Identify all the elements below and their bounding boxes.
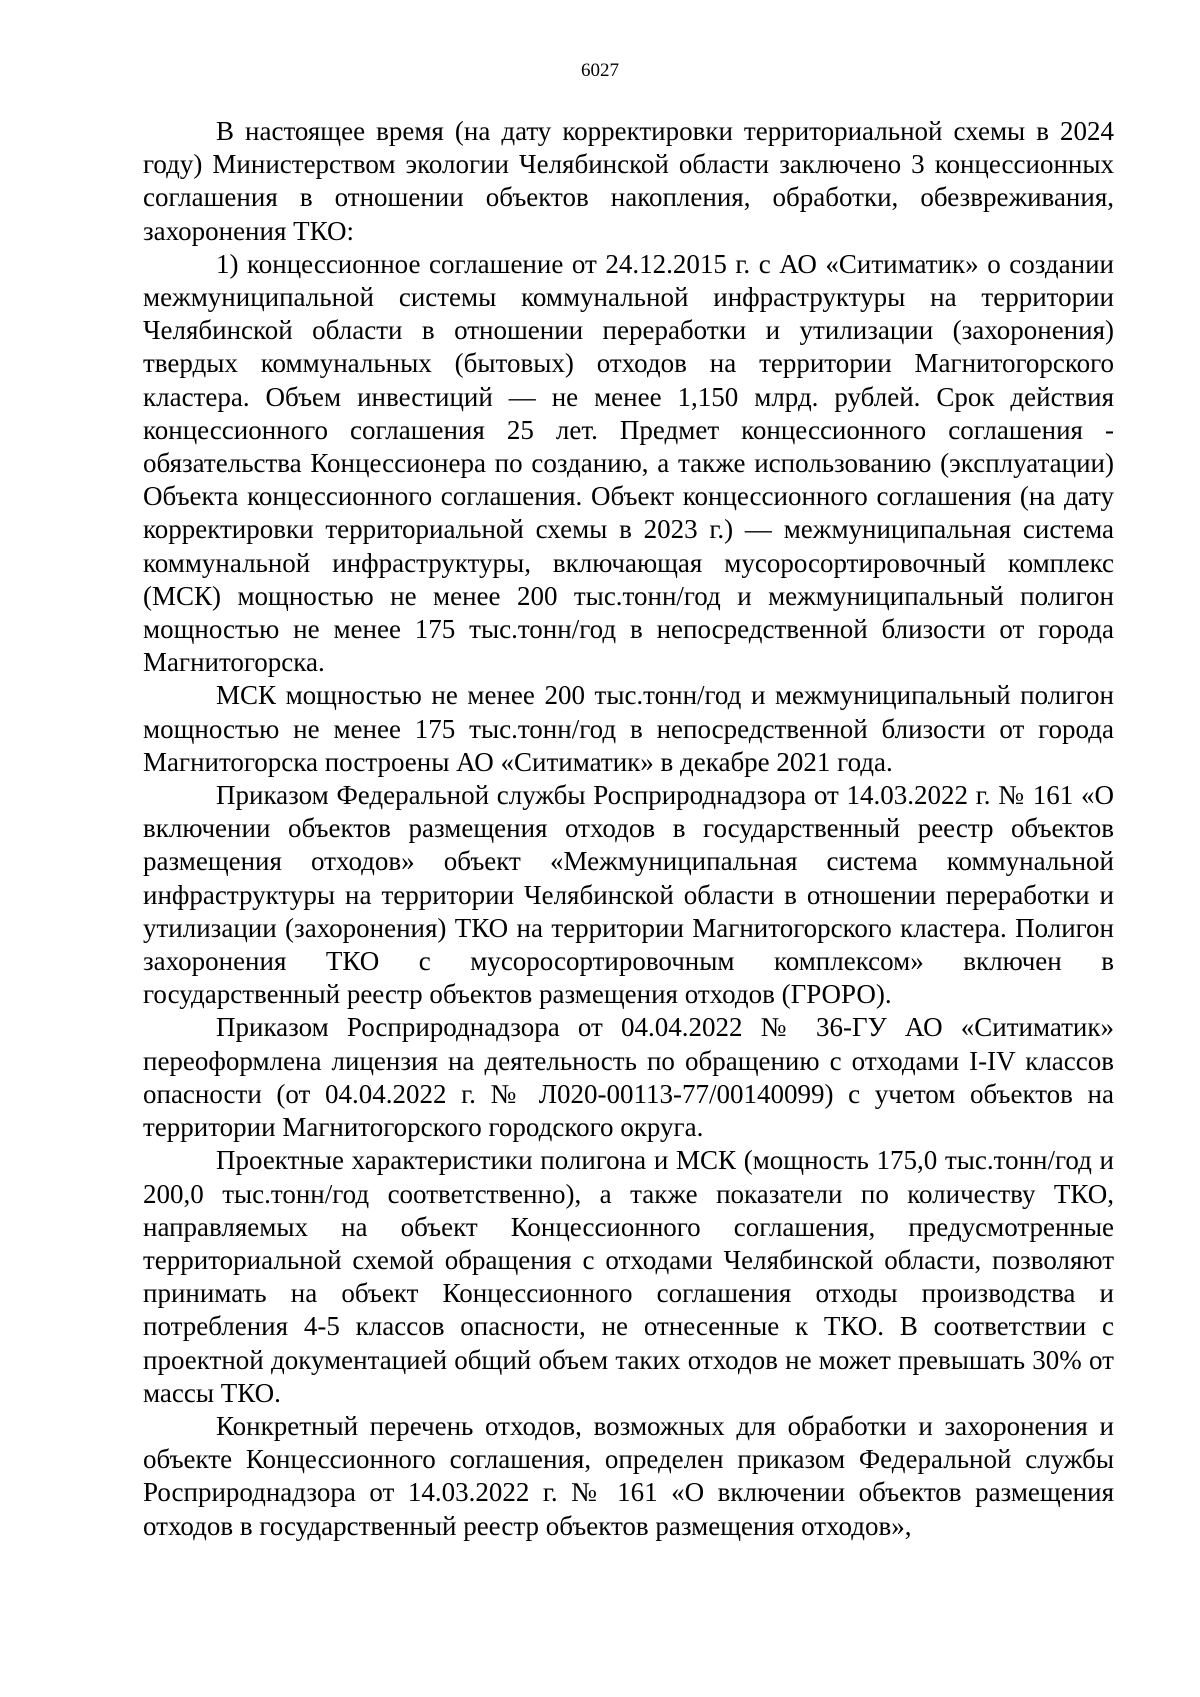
paragraph-order-161: Приказом Федеральной службы Росприроднадзора от 14.03.2022 г. № 161 «О включении объектов размещения отходов в государственный реестр объектов размещения отходов» объект «Межмуниципальная система коммунальной инфраструктуры на территории Челябинской области в отношении переработки и утилизации (захоронения) ТКО на территории Магнитогорского кластера. Полигон захоронения ТКО с мусоросортировочным комплексом» включен в государственный реестр объектов размещения отходов (ГРОРО). <box>143 780 1114 1010</box>
page-number: 6027 <box>581 60 619 81</box>
paragraph-license: Приказом Росприроднадзора от 04.04.2022 № 36-ГУ АО «Ситиматик» переоформлена лицензия на деятельность по обращению с отходами I-IV классов опасности (от 04.04.2022 г. № Л020-00113-77/00140099) с учетом объектов на территории Магнитогорского городского округа. <box>143 1012 1114 1143</box>
paragraph-concession-1: 1) концессионное соглашение от 24.12.2015 г. с АО «Ситиматик» о создании межмуниципальной системы коммунальной инфраструктуры на территории Челябинской области в отношении переработки и утилизации (захоронения) твердых коммунальных (бытовых) отходов на территории Магнитогорского кластера. Объем инвестиций — не менее 1,150 млрд. рублей. Срок действия концессионного соглашения 25 лет. Предмет концессионного соглашения - обязательства Концессионера по созданию, а также использованию (эксплуатации) Объекта концессионного соглашения. Объект концессионного соглашения (на дату корректировки территориальной схемы в 2023 г.) — межмуниципальная система коммунальной инфраструктуры, включающая мусоросортировочный комплекс (МСК) мощностью не менее 200 тыс.тонн/год и межмуниципальный полигон мощностью не менее 175 тыс.тонн/год в непосредственной близости от города Магнитогорска. <box>143 248 1114 678</box>
paragraph-intro: В настоящее время (на дату корректировки территориальной схемы в 2024 году) Министерством экологии Челябинской области заключено 3 концессионных соглашения в отношении объектов накопления, обработки, обезвреживания, захоронения ТКО: <box>143 116 1114 246</box>
paragraph-waste-list: Конкретный перечень отходов, возможных для обработки и захоронения и объекте Концессионного соглашения, определен приказом Федеральной службы Росприроднадзора от 14.03.2022 г. № 161 «О включении объектов размещения отходов в государственный реестр объектов размещения отходов», <box>143 1410 1114 1541</box>
paragraph-design-characteristics: Проектные характеристики полигона и МСК (мощность 175,0 тыс.тонн/год и 200,0 тыс.тонн/год соответственно), а также показатели по количеству ТКО, направляемых на объект Концессионного соглашения, предусмотренные территориальной схемой обращения с отходами Челябинской области, позволяют принимать на объект Концессионного соглашения отходы производства и потребления 4-5 классов опасности, не отнесенные к ТКО. В соответствии с проектной документацией общий объем таких отходов не может превышать 30% от массы ТКО. <box>143 1145 1114 1408</box>
paragraph-msk-built: МСК мощностью не менее 200 тыс.тонн/год и межмуниципальный полигон мощностью не менее 175 тыс.тонн/год в непосредственной близости от города Магнитогорска построены АО «Ситиматик» в декабре 2021 года. <box>143 680 1114 777</box>
document-body <box>143 115 1114 1543</box>
